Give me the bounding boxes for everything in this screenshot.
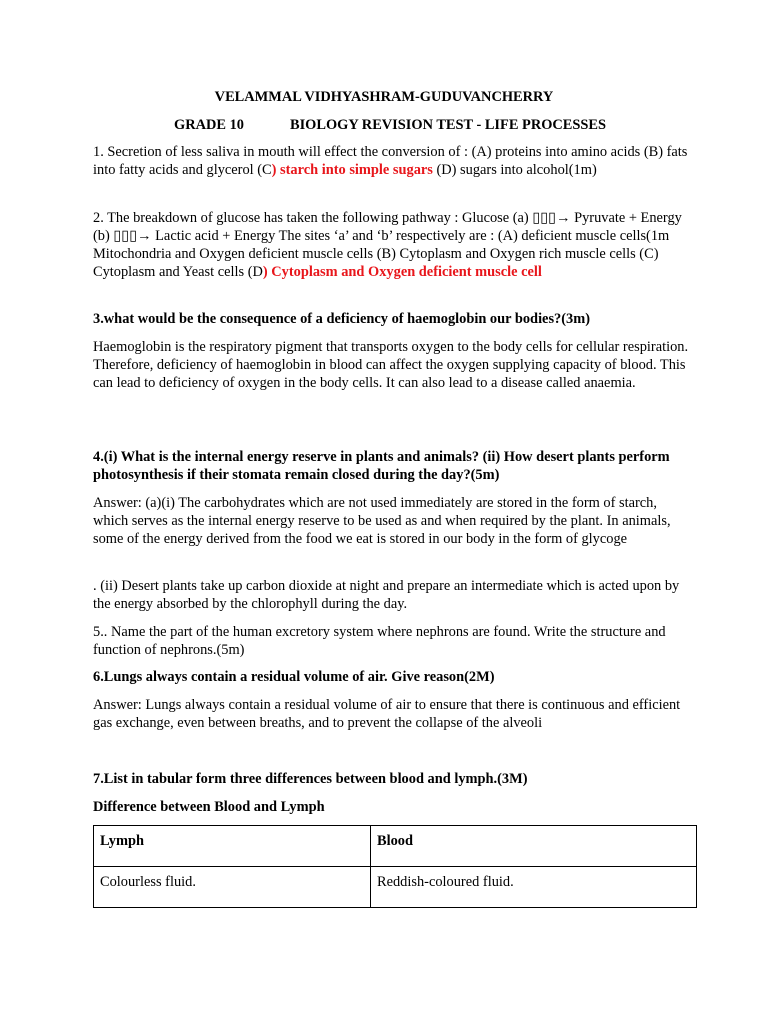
q2-text-mid: Pyruvate + Energy (b) xyxy=(93,210,682,244)
table-header-row xyxy=(94,826,697,867)
question-7: 7.List in tabular form three differences between blood and lymph.(3M) xyxy=(93,771,528,787)
table-row xyxy=(94,867,697,908)
q1-text: 1. Secretion of less saliva in mouth will effect the conversion of : (A) proteins into amino acids (B) fats into fatty acids and glycerol (C xyxy=(93,144,688,178)
cell-blood: Reddish-coloured fluid. xyxy=(371,867,697,908)
answer-6: Answer: Lungs always contain a residual volume of air to ensure that there is continuous and efficient gas exchange, even between breaths, and to prevent the collapse of the alveoli xyxy=(93,697,681,731)
question-1 xyxy=(93,143,693,179)
blood-lymph-table xyxy=(93,825,697,908)
question-5: 5.. Name the part of the human excretory system where nephrons are found. Write the structure and function of nephrons.(5m) xyxy=(93,624,666,658)
test-title: BIOLOGY REVISION TEST - LIFE PROCESSES xyxy=(289,117,606,133)
q1-text-end: (D) sugars into alcohol(1m) xyxy=(432,162,597,178)
q2-text-end: Lactic acid + Energy The sites ‘a’ and ‘b’ respectively are : (A) deficient muscle cells(1m Mitochondria and Oxygen deficient muscle cells (B) Cytoplasm and Oxygen rich muscle cells (C) Cytoplasm and Yeast cells (D xyxy=(93,228,670,280)
question-3: 3.what would be the consequence of a deficiency of haemoglobin our bodies?(3m) xyxy=(93,311,591,327)
q2-arrow-a: ▯▯▯→ xyxy=(532,210,571,226)
q2-text: 2. The breakdown of glucose has taken the following pathway : Glucose (a) xyxy=(93,210,533,226)
question-2 xyxy=(93,209,693,281)
test-heading xyxy=(174,116,734,134)
answer-4-part-1: Answer: (a)(i) The carbohydrates which are not used immediately are stored in the form of starch, which serves as the internal energy reserve to be used as and when required by the plant. In animals, some of the energy derived from the food we eat is stored in our body in the form of glycoge xyxy=(93,495,671,547)
question-4: 4.(i) What is the internal energy reserve in plants and animals? (ii) How desert plants perform photosynthesis if their stomata remain closed during the day?(5m) xyxy=(93,449,670,483)
answer-4-part-2: . (ii) Desert plants take up carbon dioxide at night and prepare an intermediate which is acted upon by the energy absorbed by the chlorophyll during the day. xyxy=(93,578,680,612)
school-name: VELAMMAL VIDHYASHRAM-GUDUVANCHERRY xyxy=(214,89,554,105)
grade-label: GRADE 10 xyxy=(174,117,244,133)
q2-arrow-b: ▯▯▯→ xyxy=(113,228,152,244)
q1-answer: ) starch into simple sugars xyxy=(271,162,433,178)
q2-answer: ) Cytoplasm and Oxygen deficient muscle cell xyxy=(262,264,542,280)
header-blood: Blood xyxy=(371,826,697,867)
table-title: Difference between Blood and Lymph xyxy=(93,799,325,815)
answer-3: Haemoglobin is the respiratory pigment that transports oxygen to the body cells for cellular respiration. Therefore, deficiency of haemoglobin in blood can affect the oxygen supplying capacity of blood. This can lead to deficiency of oxygen in the body cells. It can also lead to a disease called anaemia. xyxy=(93,339,689,391)
header-lymph: Lymph xyxy=(94,826,371,867)
cell-lymph: Colourless fluid. xyxy=(94,867,371,908)
question-6: 6.Lungs always contain a residual volume of air. Give reason(2M) xyxy=(93,669,495,685)
